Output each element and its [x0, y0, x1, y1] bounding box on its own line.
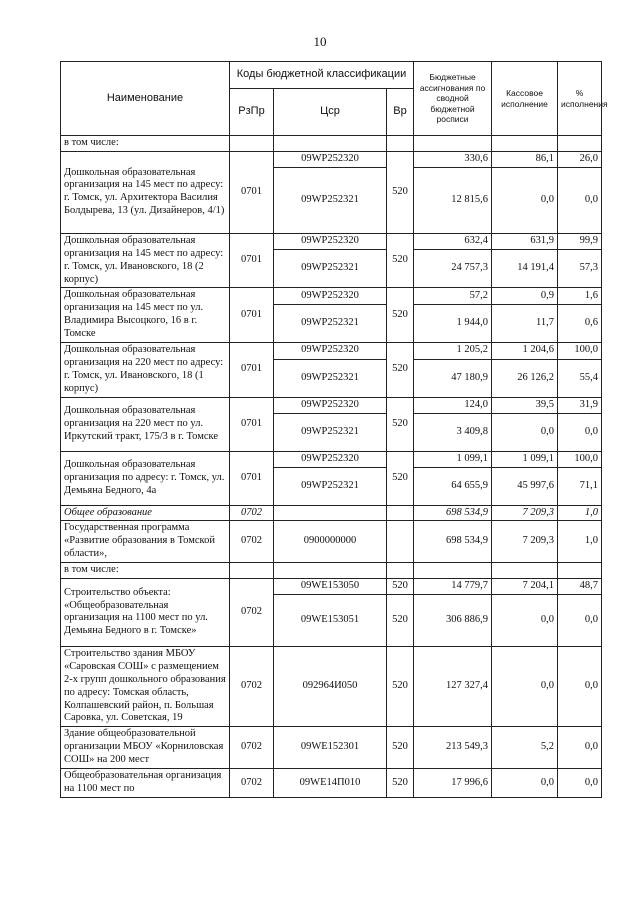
row-budget: 64 655,9 — [414, 467, 492, 505]
row-rzpr: 0701 — [230, 343, 274, 398]
row-csr: 09WE152301 — [274, 727, 387, 769]
row-budget: 306 886,9 — [414, 594, 492, 646]
row-vr: 520 — [387, 288, 414, 343]
row-name: Дошкольная образовательная организация на 220 мест по адресу: г. Томск, ул. Ивановского, 18 (1 корпус) — [61, 343, 230, 398]
row-rzpr: 0702 — [230, 727, 274, 769]
row-percent: 57,3 — [558, 250, 602, 288]
row-cash: 45 997,6 — [492, 467, 558, 505]
table-row — [61, 233, 602, 250]
table-row — [61, 151, 602, 167]
row-budget: 698 534,9 — [414, 505, 492, 521]
row-csr: 09WP252320 — [274, 151, 387, 167]
header-codes: Коды бюджетной классификации — [230, 62, 414, 89]
row-csr: 09WP252321 — [274, 413, 387, 451]
row-percent: 1,0 — [558, 521, 602, 563]
row-rzpr: 0702 — [230, 521, 274, 563]
row-rzpr: 0702 — [230, 579, 274, 647]
row-percent: 100,0 — [558, 343, 602, 360]
row-name: Общее образование — [61, 505, 230, 521]
row-percent: 0,0 — [558, 167, 602, 233]
row-percent: 26,0 — [558, 151, 602, 167]
header-rzpr: РзПр — [230, 89, 274, 136]
row-cash: 0,0 — [492, 413, 558, 451]
row-csr: 09WP252320 — [274, 343, 387, 360]
row-csr: 09WP252321 — [274, 305, 387, 343]
row-vr: 520 — [387, 233, 414, 288]
row-percent: 0,0 — [558, 594, 602, 646]
row-percent: 48,7 — [558, 579, 602, 595]
row-percent: 31,9 — [558, 397, 602, 413]
row-rzpr: 0702 — [230, 646, 274, 726]
row-cash: 39,5 — [492, 397, 558, 413]
row-cash: 14 191,4 — [492, 250, 558, 288]
row-budget: 24 757,3 — [414, 250, 492, 288]
table-row — [61, 521, 602, 563]
row-percent: 100,0 — [558, 451, 602, 467]
row-percent: 99,9 — [558, 233, 602, 250]
header-budget: Бюджетные ассигнования по сводной бюджетной росписи — [414, 62, 492, 136]
row-csr: 09WE14П010 — [274, 769, 387, 798]
row-budget: 1 205,2 — [414, 343, 492, 360]
row-csr: 09WP252320 — [274, 397, 387, 413]
row-rzpr: 0702 — [230, 505, 274, 521]
row-cash: 0,0 — [492, 769, 558, 798]
row-percent: 0,0 — [558, 769, 602, 798]
row-rzpr: 0701 — [230, 151, 274, 233]
table-row — [61, 646, 602, 726]
table-row — [61, 769, 602, 798]
row-budget: 698 534,9 — [414, 521, 492, 563]
row-rzpr: 0702 — [230, 769, 274, 798]
row-name: Общеобразовательная организация на 1100 мест по — [61, 769, 230, 798]
row-csr: 09WP252321 — [274, 467, 387, 505]
row-budget: 14 779,7 — [414, 579, 492, 595]
row-cash: 0,0 — [492, 594, 558, 646]
row-budget: 1 099,1 — [414, 451, 492, 467]
row-budget: 57,2 — [414, 288, 492, 305]
table-row — [61, 397, 602, 413]
row-cash: 0,9 — [492, 288, 558, 305]
table-row — [61, 343, 602, 360]
row-rzpr: 0701 — [230, 397, 274, 451]
row-percent: 0,0 — [558, 727, 602, 769]
table-row — [61, 288, 602, 305]
row-cash: 1 099,1 — [492, 451, 558, 467]
row-budget: 213 549,3 — [414, 727, 492, 769]
row-budget: 632,4 — [414, 233, 492, 250]
row-csr: 09WE153050 — [274, 579, 387, 595]
row-percent: 0,6 — [558, 305, 602, 343]
row-name: Дошкольная образовательная организация на 145 мест по адресу: г. Томск, ул. Ивановского, 18 (2 корпус) — [61, 233, 230, 288]
row-percent: 1,0 — [558, 505, 602, 521]
row-vr: 520 — [387, 769, 414, 798]
row-name: Дошкольная образовательная организация на 145 мест по ул. Владимира Высоцкого, 16 в г. Томске — [61, 288, 230, 343]
header-vr: Вр — [387, 89, 414, 136]
row-cash: 7 204,1 — [492, 579, 558, 595]
row-cash: 26 126,2 — [492, 359, 558, 397]
row-vr: 520 — [387, 646, 414, 726]
row-name: Дошкольная образовательная организация на 145 мест по адресу: г. Томск, ул. Архитектора Василия Болдырева, 13 (ул. Дизайнеров, 4/1) — [61, 151, 230, 233]
row-csr: 09WE153051 — [274, 594, 387, 646]
row-cash: 86,1 — [492, 151, 558, 167]
row-name: Дошкольная образовательная организация по адресу: г. Томск, ул. Демьяна Бедного, 4а — [61, 451, 230, 505]
table-row — [61, 505, 602, 521]
row-csr: 092964И050 — [274, 646, 387, 726]
row-name: Государственная программа «Развитие образования в Томской области», — [61, 521, 230, 563]
row-percent: 1,6 — [558, 288, 602, 305]
row-vr: 520 — [387, 343, 414, 398]
row-csr: 09WP252321 — [274, 250, 387, 288]
row-budget: 3 409,8 — [414, 413, 492, 451]
row-name: Строительство объекта: «Общеобразовательная организация на 1100 мест по ул. Демьяна Бедного в г. Томске» — [61, 579, 230, 647]
row-percent: 55,4 — [558, 359, 602, 397]
row-budget: 1 944,0 — [414, 305, 492, 343]
header-percent: % исполнения — [558, 62, 602, 136]
header-csr: Цср — [274, 89, 387, 136]
header-cash: Кассовое исполнение — [492, 62, 558, 136]
row-percent: 0,0 — [558, 646, 602, 726]
row-cash: 11,7 — [492, 305, 558, 343]
row-vr: 520 — [387, 397, 414, 451]
row-csr: 09WP252320 — [274, 288, 387, 305]
row-rzpr: 0701 — [230, 288, 274, 343]
row-csr: 09WP252320 — [274, 451, 387, 467]
row-vr: 520 — [387, 451, 414, 505]
row-budget: 47 180,9 — [414, 359, 492, 397]
row-vr: 520 — [387, 579, 414, 595]
page-number: 10 — [313, 34, 327, 49]
row-csr: 09WP252321 — [274, 359, 387, 397]
row-csr: 0900000000 — [274, 521, 387, 563]
row-vr: 520 — [387, 727, 414, 769]
row-cash: 1 204,6 — [492, 343, 558, 360]
row-csr: 09WP252321 — [274, 167, 387, 233]
row-name: Строительство здания МБОУ «Саровская СОШ» с размещением 2-х групп дошкольного образования по адресу: Томская область, Колпашевский район, п. Большая Саровка, ул. Советская, 19 — [61, 646, 230, 726]
row-vr: 520 — [387, 151, 414, 233]
table-row — [61, 451, 602, 467]
row-rzpr: 0701 — [230, 451, 274, 505]
row-name: Здание общеобразовательной организации МБОУ «Корниловская СОШ» на 200 мест — [61, 727, 230, 769]
row-percent: 0,0 — [558, 413, 602, 451]
row-budget: 12 815,6 — [414, 167, 492, 233]
incl-label: в том числе: — [61, 136, 230, 152]
row-budget: 17 996,6 — [414, 769, 492, 798]
row-cash: 631,9 — [492, 233, 558, 250]
row-name: Дошкольная образовательная организация на 220 мест по ул. Иркутский тракт, 175/3 в г. Томске — [61, 397, 230, 451]
incl-label: в том числе: — [61, 563, 230, 579]
row-cash: 0,0 — [492, 646, 558, 726]
row-cash: 0,0 — [492, 167, 558, 233]
row-budget: 127 327,4 — [414, 646, 492, 726]
row-rzpr: 0701 — [230, 233, 274, 288]
table-row — [61, 579, 602, 595]
row-csr: 09WP252320 — [274, 233, 387, 250]
header-name: Наименование — [61, 62, 230, 136]
row-budget: 330,6 — [414, 151, 492, 167]
row-cash: 7 209,3 — [492, 505, 558, 521]
budget-table — [60, 61, 608, 798]
row-vr: 520 — [387, 594, 414, 646]
row-cash: 7 209,3 — [492, 521, 558, 563]
table-row — [61, 727, 602, 769]
row-budget: 124,0 — [414, 397, 492, 413]
row-cash: 5,2 — [492, 727, 558, 769]
row-percent: 71,1 — [558, 467, 602, 505]
